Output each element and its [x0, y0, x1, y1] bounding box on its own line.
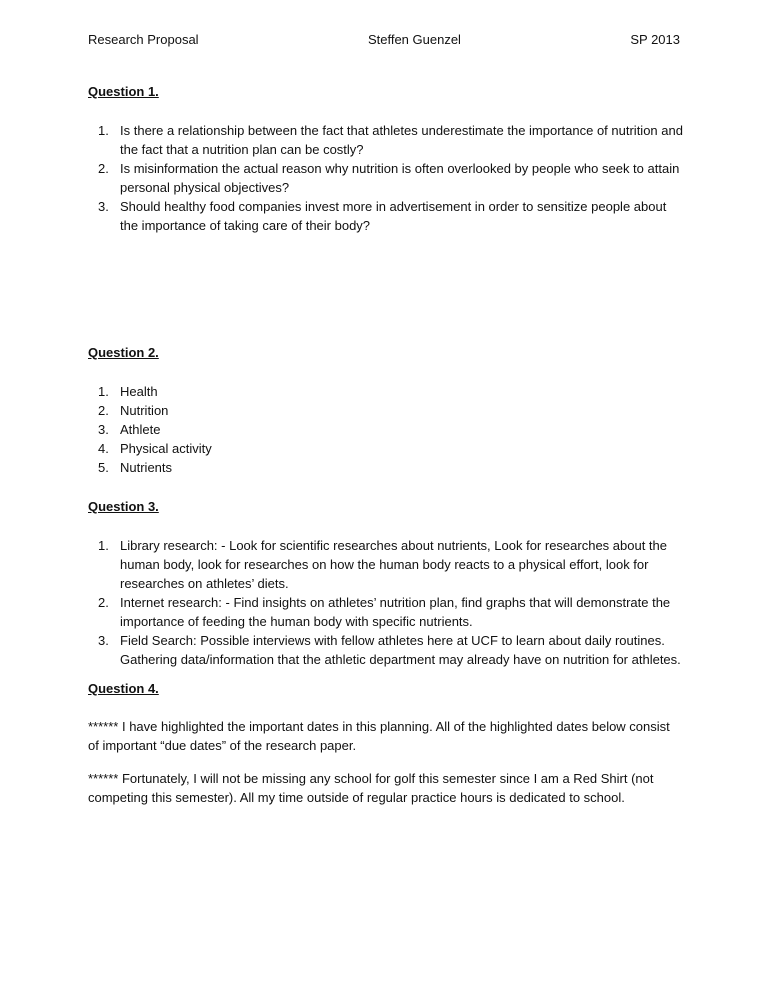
- list-item: [88, 401, 684, 420]
- page-header: [88, 32, 680, 47]
- list-number: 2.: [98, 161, 109, 176]
- list-text: Athlete: [120, 422, 161, 437]
- header-center: Steffen Guenzel: [367, 32, 461, 47]
- list-item: [88, 593, 684, 631]
- list-item: [88, 382, 684, 401]
- list-text: Is there a relationship between the fact that athletes underestimate the importance of nutrition and the fact that a nutrition plan can be costly?: [120, 123, 683, 157]
- list-text: Health: [120, 384, 158, 399]
- list-text: Field Search: Possible interviews with fellow athletes here at UCF to learn about daily routines. Gathering data/information that the athletic department may already have on nutrition for athletes.: [120, 633, 681, 667]
- list-item: [88, 439, 684, 458]
- list-text: Library research: - Look for scientific researches about nutrients, Look for researches about the human body, look for researches on how the human body reacts to a physical effort, look for researches on athletes’ diets.: [120, 538, 668, 591]
- list-number: 3.: [98, 633, 109, 648]
- list-number: 2.: [98, 403, 109, 418]
- list-number: 3.: [98, 199, 109, 214]
- question1-list: [88, 121, 684, 235]
- list-item: [88, 631, 684, 669]
- list-number: 1.: [98, 123, 109, 138]
- list-number: 4.: [98, 441, 109, 456]
- list-item: [88, 159, 684, 197]
- list-text: Is misinformation the actual reason why nutrition is often overlooked by people who seek to attain personal physical objectives?: [120, 161, 680, 195]
- question1-heading: Question 1.: [88, 84, 159, 99]
- question3-list: [88, 536, 684, 669]
- list-number: 1.: [98, 538, 109, 553]
- header-right: SP 2013: [630, 32, 680, 47]
- question2-list: [88, 382, 684, 477]
- question4-heading: Question 4.: [88, 681, 159, 696]
- document-body: [88, 82, 684, 820]
- list-item: [88, 458, 684, 477]
- list-item: [88, 121, 684, 159]
- list-text: Nutrition: [120, 403, 169, 418]
- list-item: [88, 197, 684, 235]
- list-text: Physical activity: [120, 441, 212, 456]
- list-text: Nutrients: [120, 460, 173, 475]
- question4-paragraph-1: ****** I have highlighted the important dates in this planning. All of the highlighted dates below consist of important “due dates” of the research paper.: [88, 719, 670, 753]
- question3-heading: Question 3.: [88, 499, 159, 514]
- list-number: 1.: [98, 384, 109, 399]
- list-text: Internet research: - Find insights on athletes’ nutrition plan, find graphs that will demonstrate the importance of feeding the human body with specific nutrients.: [120, 595, 671, 629]
- list-number: 5.: [98, 460, 109, 475]
- list-number: 2.: [98, 595, 109, 610]
- list-item: [88, 536, 684, 593]
- list-text: Should healthy food companies invest more in advertisement in order to sensitize people about the importance of taking care of their body?: [120, 199, 667, 233]
- list-number: 3.: [98, 422, 109, 437]
- header-left: Research Proposal: [88, 32, 199, 47]
- question4-paragraph-2: ****** Fortunately, I will not be missing any school for golf this semester since I am a Red Shirt (not competing this semester). All my time outside of regular practice hours is dedicated to school.: [88, 771, 654, 805]
- question2-heading: Question 2.: [88, 345, 159, 360]
- list-item: [88, 420, 684, 439]
